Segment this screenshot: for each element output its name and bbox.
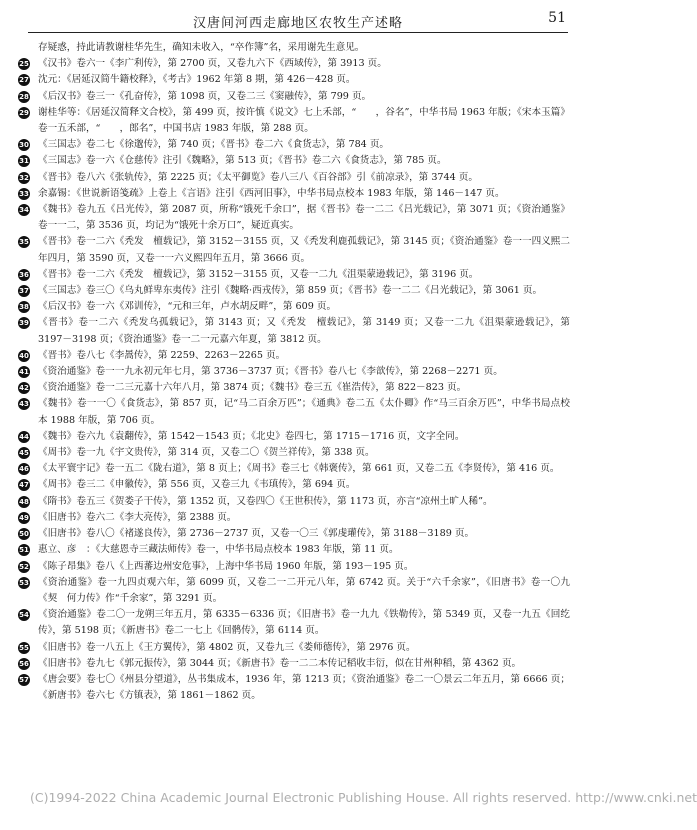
footnote-item [18,575,570,607]
footnote-item [18,640,570,656]
footnote-text: 《魏书》卷六九《袁翻传》，第 1542－1543 页；《北史》卷四七，第 1715－1716 页，文字全同。 [38,430,465,442]
footnote-text: 《晋书》卷一二六《秃发 檀载记》，第 3152－3155 页，又《秃发利鹿孤载记》，第 3145 页；《资治通鉴》卷一一四义熙二年四月，第 3590 页，又卷一一六义熙四年五月，第 3666 页。 [38,236,570,264]
footnote-number-badge: 49 [19,513,29,522]
footnote-number-badge: 32 [19,173,29,182]
footnote-item [18,186,570,202]
footnote-number-badge: 39 [19,319,29,328]
footnote-text: 《旧唐书》卷一八五上《王方翼传》，第 4802 页，又卷九三《娄师德传》，第 2976 页。 [38,641,416,653]
footnote-item [18,559,570,575]
footnote-number-badge: 50 [19,530,29,539]
footnote-number-badge: 28 [19,92,29,101]
footnote-number-badge: 54 [19,611,29,620]
footnote-item [18,283,570,299]
footnote-number-badge: 48 [19,497,29,506]
footnote-number-badge: 47 [19,481,29,490]
footnote-continuation [18,40,570,56]
running-title: 汉唐间河西走廊地区农牧生产述略 [192,16,403,31]
footnote-text: 《三国志》卷二七《徐邈传》，第 740 页；《晋书》卷二六《食货志》，第 784 页。 [38,139,390,151]
footnote-item [18,380,570,396]
footnote-number-badge: 30 [19,141,29,150]
footnote-number-badge: 45 [19,449,29,458]
footnote-item [18,477,570,493]
footnote-item [18,429,570,445]
footnote-number-badge: 34 [19,206,29,215]
footnote-number-badge: 31 [19,157,29,166]
footnote-text: 《资治通鉴》卷一一九永初元年七月，第 3736－3737 页；《晋书》卷八七《李歆传》，第 2268－2271 页。 [38,366,503,378]
footnote-text: 《旧唐书》卷八〇《褚遂良传》，第 2736－2737 页，又卷一〇三《郭虔瓘传》，第 3188－3189 页。 [38,528,475,540]
footnote-continuation-text: 存疑惑，持此请教谢桂华先生，确知未收入，“卒作簿”名，采用谢先生意见。 [38,42,365,53]
footnote-text: 《汉书》卷六一《李广利传》，第 2700 页，又卷九六下《西域传》，第 3913 页。 [38,58,387,70]
footnote-number-badge: 40 [19,351,29,360]
footnote-text: 谢桂华等：《居延汉简释文合校》，第 499 页，按许慎《说文》七上禾部，“ ，谷名”，中华书局 1963 年版；《宋本玉篇》卷一五禾部，“ ，郎名”，中国书店 1983 年版，第 288 页。 [38,106,570,135]
footnote-text: 《晋书》卷一二六《秃发 檀载记》，第 3152－3155 页，又卷一二九《沮渠蒙逊载记》，第 3196 页。 [38,268,479,280]
footnote-text: 《资治通鉴》卷二〇一龙朔三年五月，第 6335－6336 页；《旧唐书》卷一九九《铁勒传》，第 5349 页，又卷一九五《回纥传》，第 5198 页；《新唐书》卷二一七上《回鹘传》，第 6114 页。 [38,609,570,637]
footnote-number-badge: 25 [19,60,29,69]
footnote-text: 《后汉书》卷三一《孔奋传》，第 1098 页，又卷二三《窦融传》，第 799 页。 [38,90,372,102]
footnote-number-badge: 27 [19,76,29,85]
footnote-text: 《晋书》卷八六《张轨传》，第 2225 页；《太平御览》卷八三八《百谷部》引《前凉录》，第 3744 页。 [38,171,478,183]
footnote-text: 《魏书》卷一一〇《食货志》，第 857 页，记“马二百余万匹”；《通典》卷二五《太仆卿》作“马三百余万匹”，中华书局点校本 1988 年版，第 706 页。 [38,398,570,426]
footnote-text: 余嘉锡：《世说新语笺疏》上卷上《言语》注引《西河旧事》，中华书局点校本 1983 年版，第 146－147 页。 [38,187,505,199]
footnote-item [18,526,570,542]
footnote-number-badge: 52 [19,562,29,571]
footnote-item [18,396,570,428]
footnote-number-badge: 55 [19,643,29,652]
footnotes-list [18,40,570,704]
footnote-text: 《晋书》卷八七《李暠传》，第 2259、2263－2265 页。 [38,349,286,361]
footnote-item [18,672,570,704]
footnote-number-badge: 44 [19,432,29,441]
copyright-watermark: (C)1994-2022 China Academic Journal Electronic Publishing House. All rights reserved. http://www.cnki.net [30,790,697,805]
footnote-item [18,348,570,364]
footnote-text: 《三国志》卷三〇《乌丸鲜卑东夷传》注引《魏略·西戎传》，第 859 页；《晋书》卷一二二《吕光载记》，第 3061 页。 [38,285,543,297]
footnote-item [18,445,570,461]
footnote-item [18,510,570,526]
footnote-number-badge: 41 [19,368,29,377]
footnote-item [18,607,570,639]
footnote-item [18,105,570,137]
footnote-text: 《隋书》卷五三《贺娄子干传》，第 1352 页，又卷四〇《王世积传》，第 1173 页，亦言“凉州土旷人稀”。 [38,495,493,507]
footnote-text: 惠立、彦 ：《大慈恩寺三藏法师传》卷一，中华书局点校本 1983 年版，第 11 页。 [38,544,399,556]
footnote-item [18,137,570,153]
footnote-number-badge: 56 [19,659,29,668]
footnote-number-badge: 51 [19,546,29,555]
footnote-text: 《后汉书》卷一六《邓训传》，“元和三年，卢水胡反畔”，第 609 页。 [38,301,337,313]
footnote-item [18,461,570,477]
footnote-item [18,72,570,88]
footnote-item [18,315,570,347]
footnote-text: 《资治通鉴》卷一九四贞观六年，第 6099 页，又卷二一二开元八年，第 6742 页。关于“六千余家”，《旧唐书》卷一〇九《契 何力传》作“千余家”，第 3291 页。 [38,576,570,604]
page-number: 51 [548,10,566,26]
footnote-item [18,267,570,283]
footnote-number-badge: 33 [19,189,29,198]
footnote-text: 《资治通鉴》卷一二三元嘉十六年八月，第 3874 页；《魏书》卷三五《崔浩传》，第 822－823 页。 [38,382,467,394]
footnote-text: 《周书》卷三二《申徽传》，第 556 页，又卷三九《韦瑱传》，第 694 页。 [38,479,356,491]
footnote-number-badge: 53 [19,578,29,587]
footnote-item [18,494,570,510]
footnote-number-badge: 36 [19,270,29,279]
page-header [28,8,568,33]
footnote-text: 《三国志》卷一六《仓慈传》注引《魏略》，第 513 页；《晋书》卷二六《食货志》，第 785 页。 [38,155,447,167]
footnote-text: 《旧唐书》卷六二《李大亮传》，第 2388 页。 [38,511,237,523]
footnote-text: 《太平寰宇记》卷一五二《陇右道》，第 8 页上；《周书》卷三七《韩褒传》，第 661 页，又卷二五《李贤传》，第 416 页。 [38,463,560,475]
footnote-number-badge: 35 [19,238,29,247]
footnote-item [18,234,570,266]
footnote-number-badge: 43 [19,400,29,409]
footnote-item [18,364,570,380]
footnote-item [18,656,570,672]
footnote-number-badge: 38 [19,303,29,312]
footnote-text: 《唐会要》卷七〇《州县分望道》，丛书集成本，1936 年，第 1213 页；《资治通鉴》卷二一〇景云二年五月，第 6666 页；《新唐书》卷六七《方镇表》，第 1861－1862 页。 [38,673,570,702]
footnote-number-badge: 37 [19,287,29,296]
footnote-item [18,202,570,234]
footnote-item [18,56,570,72]
footnote-text: 《周书》卷一九《宇文贵传》，第 314 页，又卷二〇《贺兰祥传》，第 338 页。 [38,447,375,459]
footnote-number-badge: 46 [19,465,29,474]
footnote-text: 沈元：《居延汉简牛籍校释》，《考古》1962 年第 8 期，第 426－428 页。 [38,74,356,86]
footnote-number-badge: 42 [19,384,29,393]
footnote-item [18,542,570,558]
footnote-text: 《魏书》卷九五《吕光传》，第 2087 页，所称“饿死千余口”，据《晋书》卷一二二《吕光载记》，第 3071 页；《资治通鉴》卷一一二，第 3536 页，均记为“饿死十余万口”，疑近真实。 [38,204,570,232]
footnote-number-badge: 29 [19,108,29,117]
footnote-text: 《旧唐书》卷九七《郭元振传》，第 3044 页；《新唐书》卷一二二本传记稻收丰衍，似在甘州种稻，第 4362 页。 [38,657,522,669]
footnote-item [18,299,570,315]
footnote-item [18,89,570,105]
footnote-number-badge: 57 [19,675,29,684]
footnote-text: 《晋书》卷一二六《秃发乌孤载记》，第 3143 页；又《秃发 檀载记》，第 3149 页；又卷一二九《沮渠蒙逊载记》，第 3197－3198 页；《资治通鉴》卷一二一元嘉六年夏，第 3812 页。 [38,317,570,345]
footnote-text: 《陈子昂集》卷八《上西蕃边州安危事》，上海中华书局 1960 年版，第 193－195 页。 [38,560,414,572]
footnote-item [18,153,570,169]
footnote-item [18,170,570,186]
